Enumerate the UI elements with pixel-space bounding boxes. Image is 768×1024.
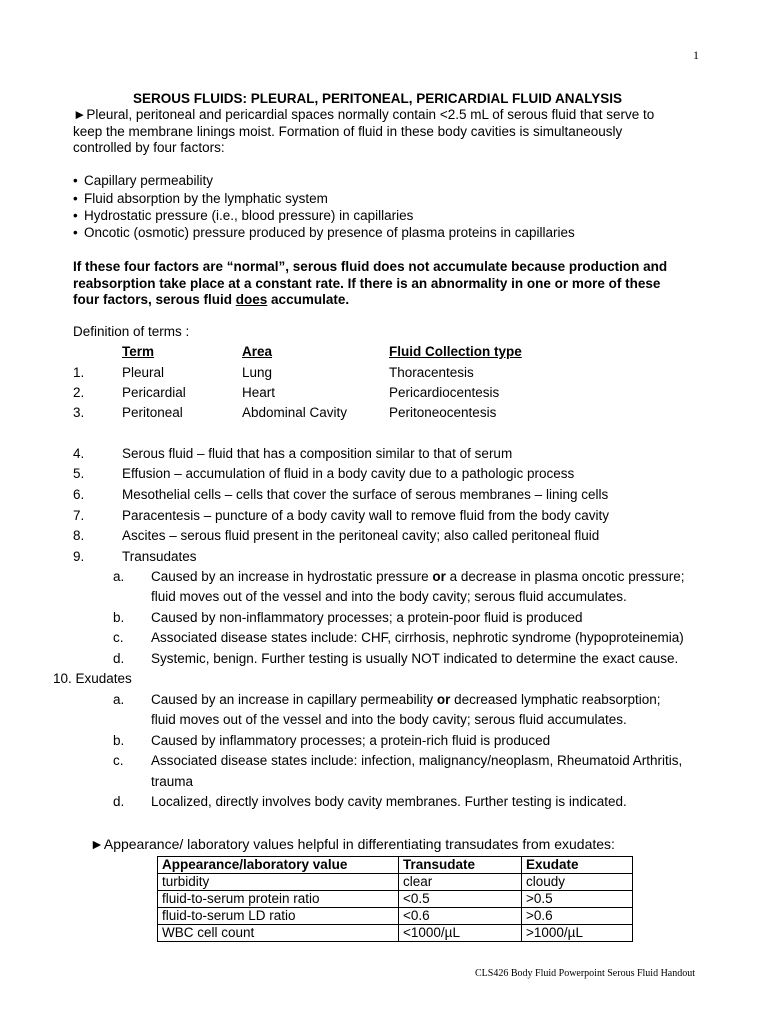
list-item: Mesothelial cells – cells that cover the surface of serous membranes – lining cells <box>122 487 609 502</box>
arrow-marker-icon: ► <box>73 107 87 122</box>
list-number: 7. <box>73 508 85 523</box>
factor-item: • Hydrostatic pressure (i.e., blood pressure) in capillaries <box>73 208 414 223</box>
intro-line-3: controlled by four factors: <box>73 140 225 155</box>
term-name: Peritoneal <box>122 405 183 420</box>
term-area: Heart <box>242 385 276 400</box>
list-item: Transudates <box>122 549 197 564</box>
term-area: Abdominal Cavity <box>242 405 348 420</box>
table-cell: WBC cell count <box>158 925 399 942</box>
bullet-icon: • <box>73 208 78 223</box>
list-number: 5. <box>73 466 85 481</box>
sub-item: Localized, directly involves body cavity membranes. Further testing is indicated. <box>151 794 627 809</box>
table-cell: >1000/µL <box>522 925 633 942</box>
list-item: Effusion – accumulation of fluid in a body cavity due to a pathologic process <box>122 466 575 481</box>
bold-paragraph-line-1: If these four factors are “normal”, serous fluid does not accumulate because production and <box>73 259 668 274</box>
col-header-area: Area <box>242 344 273 359</box>
term-number: 1. <box>73 365 85 380</box>
term-name: Pericardial <box>122 385 186 400</box>
term-collection-type: Peritoneocentesis <box>389 405 497 420</box>
bold-paragraph-line-2: reabsorption take place at a constant rate. If there is an abnormality in one or more of these <box>73 276 661 291</box>
sub-letter: a. <box>113 569 125 584</box>
page-number: 1 <box>693 48 699 62</box>
bullet-icon: • <box>73 191 78 206</box>
list-number: 6. <box>73 487 85 502</box>
sub-item: Associated disease states include: infection, malignancy/neoplasm, Rheumatoid Arthritis, <box>151 753 683 768</box>
table-header-row <box>158 857 633 874</box>
arrow-marker-icon: ► <box>90 836 104 852</box>
factor-item: • Capillary permeability <box>73 173 214 188</box>
comparison-table <box>157 856 633 942</box>
sub-letter: c. <box>113 630 124 645</box>
intro-line-1: ►Pleural, peritoneal and pericardial spaces normally contain <2.5 mL of serous fluid that serve to <box>73 107 655 122</box>
table-cell: clear <box>399 874 522 891</box>
sub-item: Caused by non-inflammatory processes; a protein-poor fluid is produced <box>151 610 583 625</box>
table-header: Exudate <box>522 857 633 874</box>
list-item: Ascites – serous fluid present in the peritoneal cavity; also called peritoneal fluid <box>122 528 600 543</box>
list-number: 8. <box>73 528 85 543</box>
emphasis-does: does <box>235 292 268 307</box>
exudates-heading: 10. Exudates <box>53 671 132 686</box>
table-header: Appearance/laboratory value <box>158 857 399 874</box>
table-cell: turbidity <box>158 874 399 891</box>
col-header-collection-type: Fluid Collection type <box>389 344 522 359</box>
sub-letter: d. <box>113 794 125 809</box>
definitions-heading: Definition of terms : <box>73 324 190 339</box>
bold-paragraph-line-3: four factors, serous fluid does accumulate. <box>73 292 350 307</box>
table-cell: <0.6 <box>399 908 522 925</box>
table-cell: fluid-to-serum LD ratio <box>158 908 399 925</box>
sub-item: Associated disease states include: CHF, cirrhosis, nephrotic syndrome (hypoproteinemia) <box>151 630 684 645</box>
col-header-term: Term <box>122 344 155 359</box>
bullet-icon: • <box>73 225 78 240</box>
table-row <box>158 891 633 908</box>
factor-item: • Oncotic (osmotic) pressure produced by presence of plasma proteins in capillaries <box>73 225 575 240</box>
term-area: Lung <box>242 365 273 380</box>
table-cell: cloudy <box>522 874 633 891</box>
table-cell: >0.6 <box>522 908 633 925</box>
sub-item: Systemic, benign. Further testing is usually NOT indicated to determine the exact cause. <box>151 651 679 666</box>
table-row <box>158 925 633 942</box>
list-item: Paracentesis – puncture of a body cavity wall to remove fluid from the body cavity <box>122 508 609 523</box>
intro-line-2: keep the membrane linings moist. Formation of fluid in these body cavities is simultaneously <box>73 124 623 139</box>
table-row <box>158 908 633 925</box>
term-number: 2. <box>73 385 85 400</box>
sub-item-continued: trauma <box>151 774 194 789</box>
list-number: 9. <box>73 549 85 564</box>
sub-item: Caused by an increase in hydrostatic pressure or a decrease in plasma oncotic pressure; <box>151 569 685 584</box>
factor-item: • Fluid absorption by the lymphatic system <box>73 191 328 206</box>
term-collection-type: Pericardiocentesis <box>389 385 500 400</box>
table-cell: <0.5 <box>399 891 522 908</box>
term-number: 3. <box>73 405 85 420</box>
page-title: SEROUS FLUIDS: PLEURAL, PERITONEAL, PERICARDIAL FLUID ANALYSIS <box>133 91 623 106</box>
table-cell: <1000/µL <box>399 925 522 942</box>
sub-letter: b. <box>113 733 125 748</box>
list-number: 4. <box>73 446 85 461</box>
sub-letter: a. <box>113 692 125 707</box>
table-row <box>158 874 633 891</box>
sub-item: Caused by an increase in capillary permeability or decreased lymphatic reabsorption; <box>151 692 661 707</box>
sub-item-continued: fluid moves out of the vessel and into the body cavity; serous fluid accumulates. <box>151 589 627 604</box>
bullet-icon: • <box>73 173 78 188</box>
appearance-heading: ►Appearance/ laboratory values helpful in differentiating transudates from exudates: <box>90 836 615 852</box>
table-cell: fluid-to-serum protein ratio <box>158 891 399 908</box>
sub-letter: d. <box>113 651 125 666</box>
sub-letter: c. <box>113 753 124 768</box>
sub-item: Caused by inflammatory processes; a protein-rich fluid is produced <box>151 733 551 748</box>
table-header: Transudate <box>399 857 522 874</box>
term-name: Pleural <box>122 365 165 380</box>
table-cell: >0.5 <box>522 891 633 908</box>
sub-letter: b. <box>113 610 125 625</box>
sub-item-continued: fluid moves out of the vessel and into the body cavity; serous fluid accumulates. <box>151 712 627 727</box>
list-item: Serous fluid – fluid that has a composition similar to that of serum <box>122 446 513 461</box>
term-collection-type: Thoracentesis <box>389 365 474 380</box>
page-footer: CLS426 Body Fluid Powerpoint Serous Fluid Handout <box>475 968 696 979</box>
